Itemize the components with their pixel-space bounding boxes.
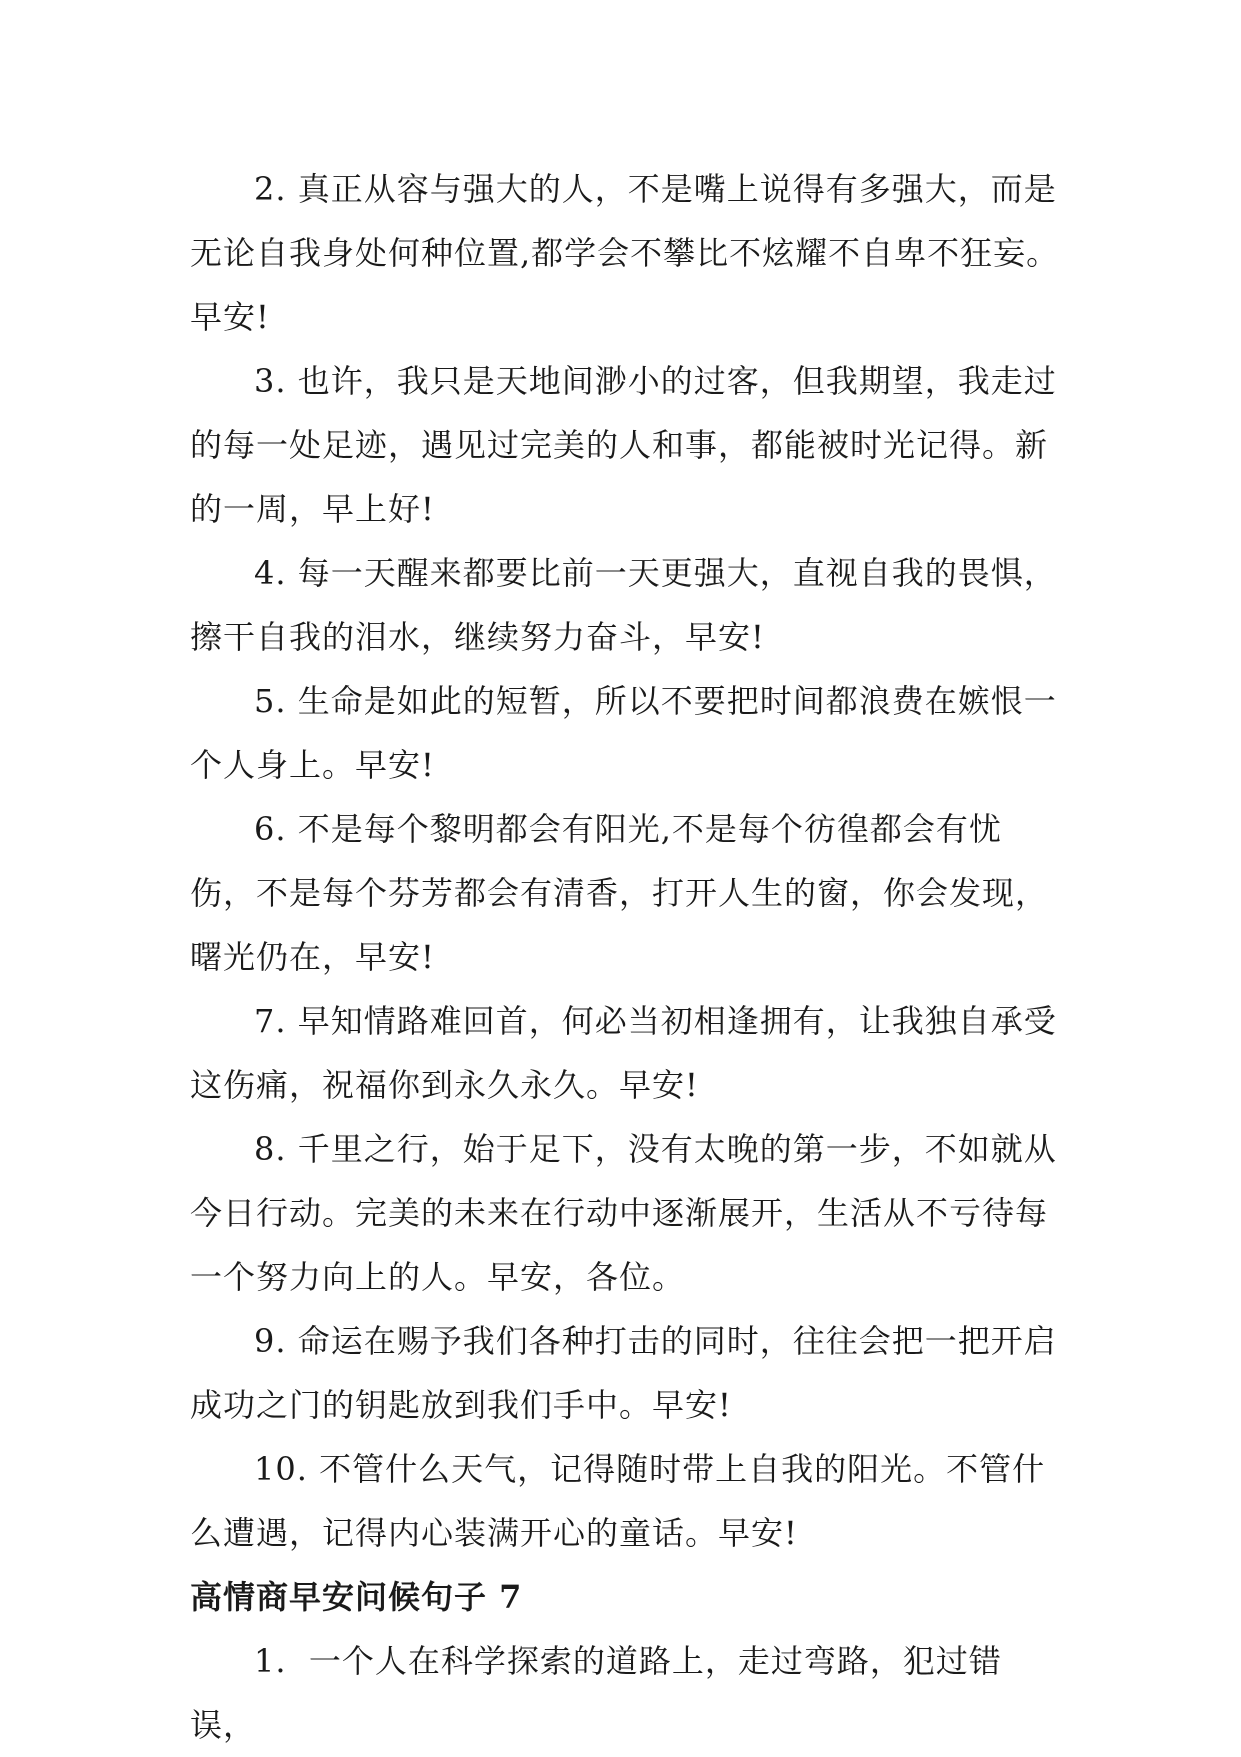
paragraph-7: 7. 早知情路难回首，何必当初相逢拥有，让我独自承受这伤痛，祝福你到永久永久。早安! [190,1002,1057,1104]
document-body [190,157,1060,1757]
paragraph-2: 2. 真正从容与强大的人，不是嘴上说得有多强大，而是无论自我身处何种位置,都学会不攀比不炫耀不自卑不狂妄。早安! [190,170,1060,336]
paragraph-4: 4. 每一天醒来都要比前一天更强大，直视自我的畏惧，擦干自我的泪水，继续努力奋斗，早安! [190,554,1057,656]
section-heading: 高情商早安问候句子 7 [190,1578,523,1616]
paragraph-5: 5. 生命是如此的短暂，所以不要把时间都浪费在嫉恨一个人身上。早安! [190,682,1057,784]
paragraph-6: 6. 不是每个黎明都会有阳光,不是每个彷徨都会有忧伤，不是每个芬芳都会有清香，打开人生的窗，你会发现，曙光仍在，早安! [190,810,1049,976]
paragraph-9: 9. 命运在赐予我们各种打击的同时，往往会把一把开启成功之门的钥匙放到我们手中。早安! [190,1322,1057,1424]
paragraph-10: 10. 不管什么天气，记得随时带上自我的阳光。不管什么遭遇，记得内心装满开心的童话。早安! [190,1450,1046,1552]
paragraph-8: 8. 千里之行，始于足下，没有太晚的第一步，不如就从今日行动。完美的未来在行动中逐渐展开，生活从不亏待每一个努力向上的人。早安，各位。 [190,1130,1057,1296]
paragraph-next-1: 1. 一个人在科学探索的道路上，走过弯路，犯过错误， [190,1642,1002,1744]
paragraph-3: 3. 也许，我只是天地间渺小的过客，但我期望，我走过的每一处足迹，遇见过完美的人和事，都能被时光记得。新的一周，早上好! [190,362,1057,528]
